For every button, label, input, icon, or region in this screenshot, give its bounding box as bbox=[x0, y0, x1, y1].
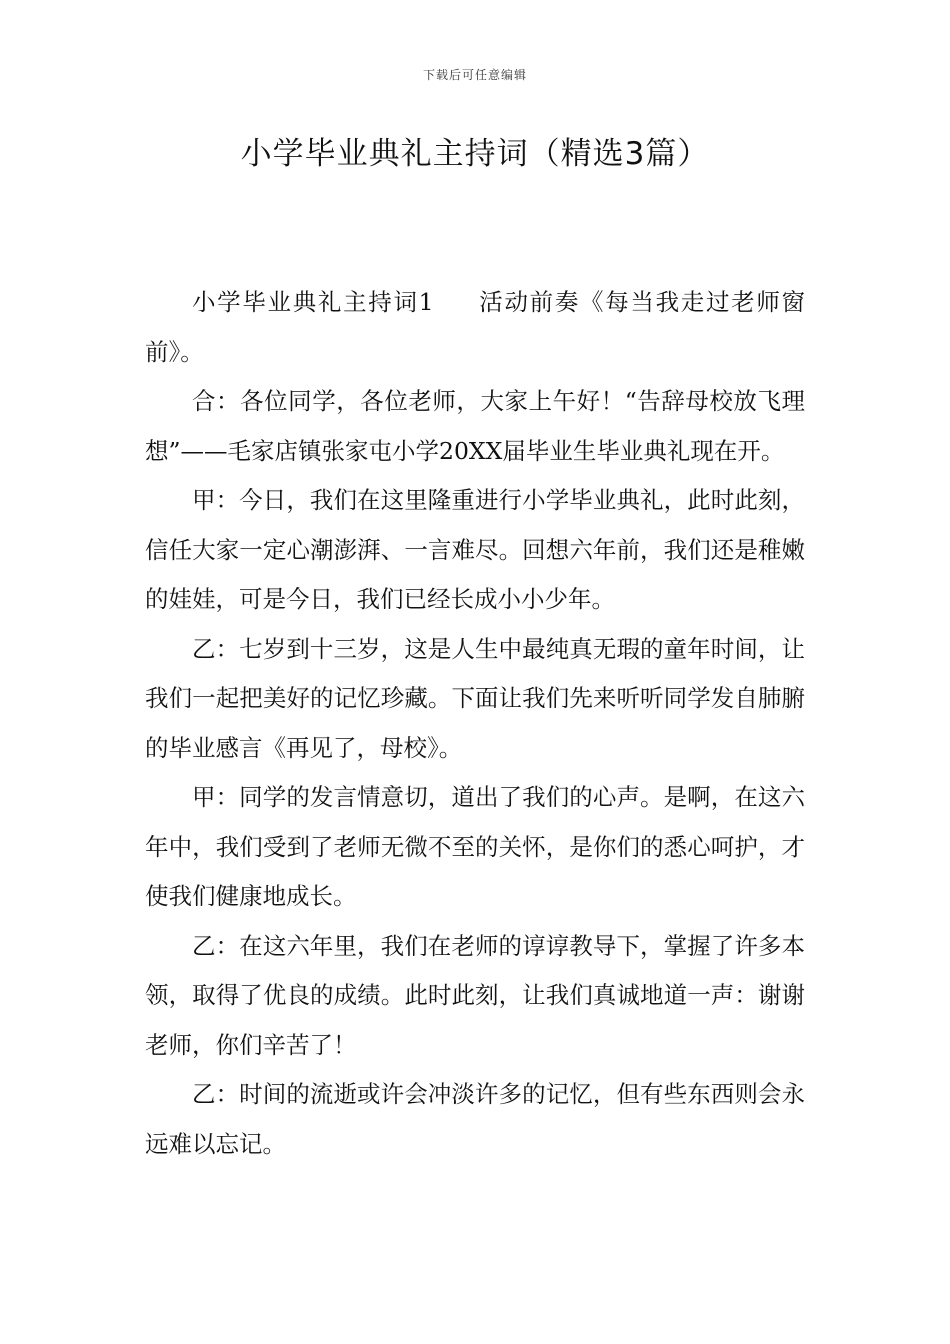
paragraph-3: 乙：七岁到十三岁，这是人生中最纯真无瑕的童年时间，让我们一起把美好的记忆珍藏。下面让我们先来听听同学发自肺腑的毕业感言《再见了，母校》。 bbox=[145, 634, 805, 762]
intro-paragraph bbox=[145, 278, 805, 377]
document-body bbox=[145, 278, 805, 1169]
paragraph-5: 乙：在这六年里，我们在老师的谆谆教导下，掌握了许多本领，取得了优良的成绩。此时此刻，让我们真诚地道一声：谢谢老师，你们辛苦了！ bbox=[145, 931, 805, 1059]
document-title: 小学毕业典礼主持词（精选3篇） bbox=[240, 136, 710, 172]
paragraph-6: 乙：时间的流逝或许会冲淡许多的记忆，但有些东西则会永远难以忘记。 bbox=[145, 1080, 805, 1158]
section-label: 小学毕业典礼主持词1 bbox=[192, 288, 434, 316]
paragraph-1: 合：各位同学，各位老师，大家上午好！“告辞母校放飞理想”——毛家店镇张家屯小学20XX届毕业生毕业典礼现在开。 bbox=[145, 387, 805, 465]
intro-text: 活动前奏《每当我走过老师窗前》。 bbox=[145, 288, 806, 366]
paragraph-2: 甲：今日，我们在这里隆重进行小学毕业典礼，此时此刻，信任大家一定心潮澎湃、一言难尽。回想六年前，我们还是稚嫩的娃娃，可是今日，我们已经长成小小少年。 bbox=[145, 486, 805, 613]
paragraph-4: 甲：同学的发言情意切，道出了我们的心声。是啊，在这六年中，我们受到了老师无微不至的关怀，是你们的悉心呵护，才使我们健康地成长。 bbox=[145, 783, 805, 910]
header-note: 下载后可任意编辑 bbox=[422, 68, 527, 82]
